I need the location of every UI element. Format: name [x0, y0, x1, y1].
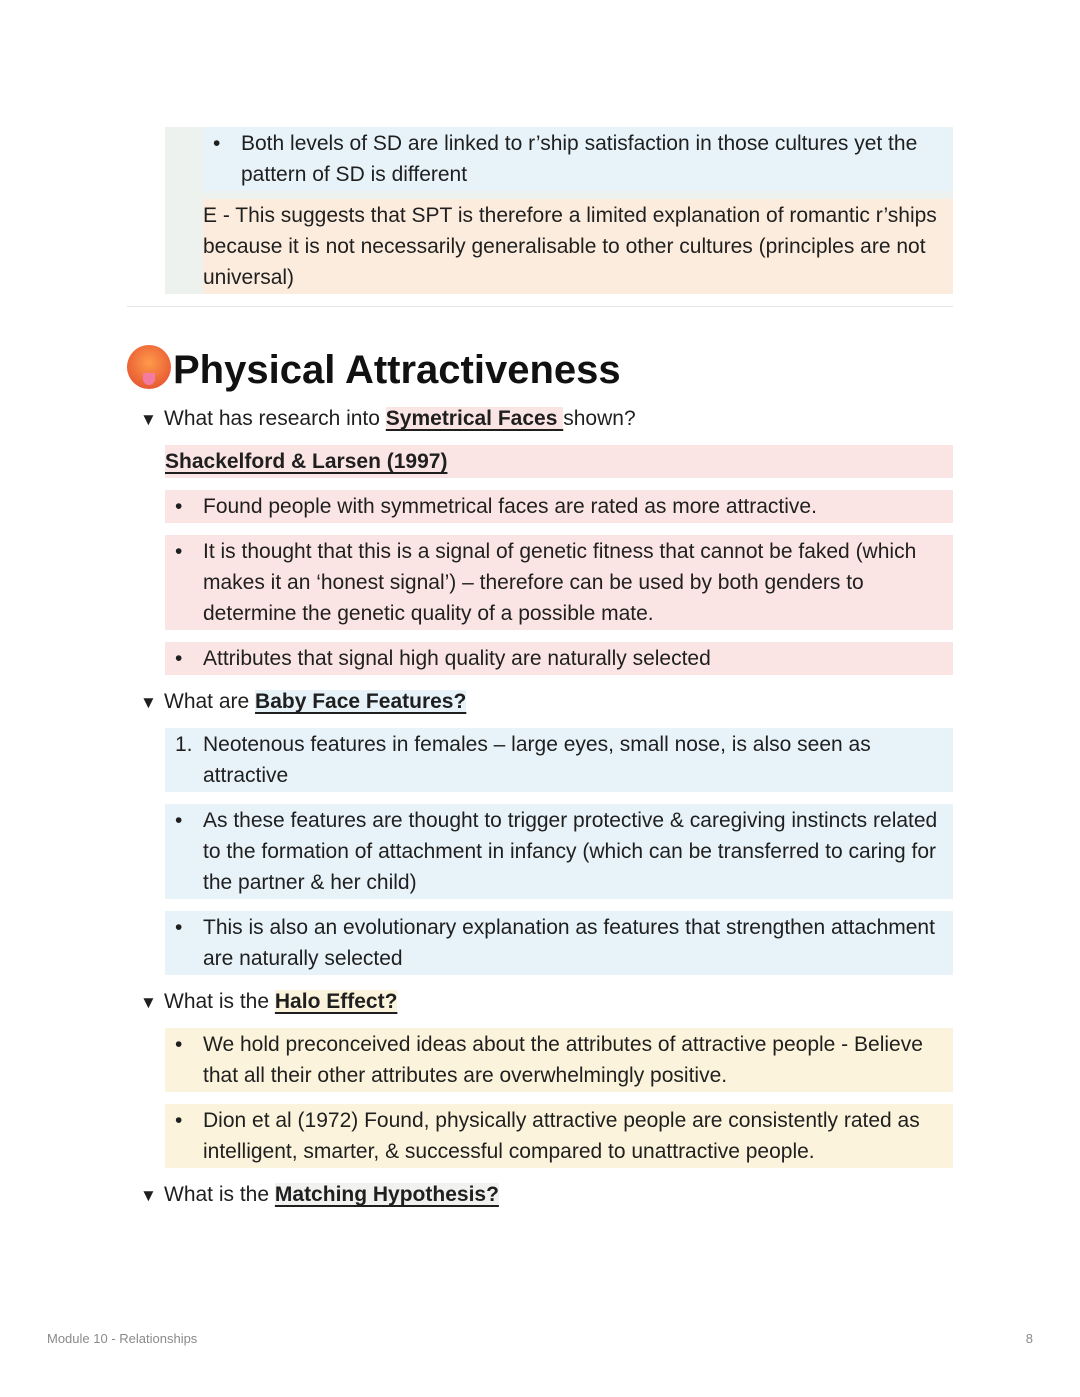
content	[127, 127, 953, 1211]
page-title: Physical Attractiveness	[127, 345, 953, 394]
indent-strip	[165, 127, 953, 294]
page-number: 8	[1025, 1331, 1033, 1346]
hot-face-emoji-icon	[127, 345, 171, 389]
toggle-baby-face[interactable]: ▼ What are Baby Face Features?	[140, 687, 953, 718]
toggle-matching-hypothesis[interactable]: ▼ What is the Matching Hypothesis?	[140, 1180, 953, 1211]
footer-title: Module 10 - Relationships	[47, 1331, 198, 1346]
triangle-down-icon[interactable]: ▼	[140, 693, 157, 712]
toggle-halo-effect[interactable]: ▼ What is the Halo Effect?	[140, 987, 953, 1018]
list-item: • We hold preconceived ideas about the attributes of attractive people - Believe that all their other attributes are overwhelmingly positive.	[165, 1028, 953, 1092]
list-item: • Both levels of SD are linked to r’ship satisfaction in those cultures yet the pattern of SD is different	[203, 127, 953, 191]
study-heading: Shackelford & Larsen (1997)	[165, 445, 953, 478]
triangle-down-icon[interactable]: ▼	[140, 993, 157, 1012]
list-item: • Found people with symmetrical faces are rated as more attractive.	[165, 490, 953, 523]
triangle-down-icon[interactable]: ▼	[140, 410, 157, 429]
list-item: • It is thought that this is a signal of genetic fitness that cannot be faked (which makes it an ‘honest signal’) – therefore can be used by both genders to determine the genetic quality of a possible mate.	[165, 535, 953, 630]
list-item: • This is also an evolutionary explanation as features that strengthen attachment are naturally selected	[165, 911, 953, 975]
toggle-symmetrical-faces[interactable]: ▼ What has research into Symetrical Faces shown?	[140, 404, 953, 435]
triangle-down-icon[interactable]: ▼	[140, 1186, 157, 1205]
evaluation-text: E - This suggests that SPT is therefore a limited explanation of romantic r’ships because it is not necessarily generalisable to other cultures (principles are not universal)	[203, 199, 953, 294]
list-item: • Attributes that signal high quality are naturally selected	[165, 642, 953, 675]
divider	[127, 306, 953, 307]
numbered-item: 1. Neotenous features in females – large eyes, small nose, is also seen as attractive	[165, 728, 953, 792]
list-item: • As these features are thought to trigger protective & caregiving instincts related to the formation of attachment in infancy (which can be transferred to caring for the partner & her child)	[165, 804, 953, 899]
list-item: • Dion et al (1972) Found, physically attractive people are consistently rated as intelligent, smarter, & successful compared to unattractive people.	[165, 1104, 953, 1168]
